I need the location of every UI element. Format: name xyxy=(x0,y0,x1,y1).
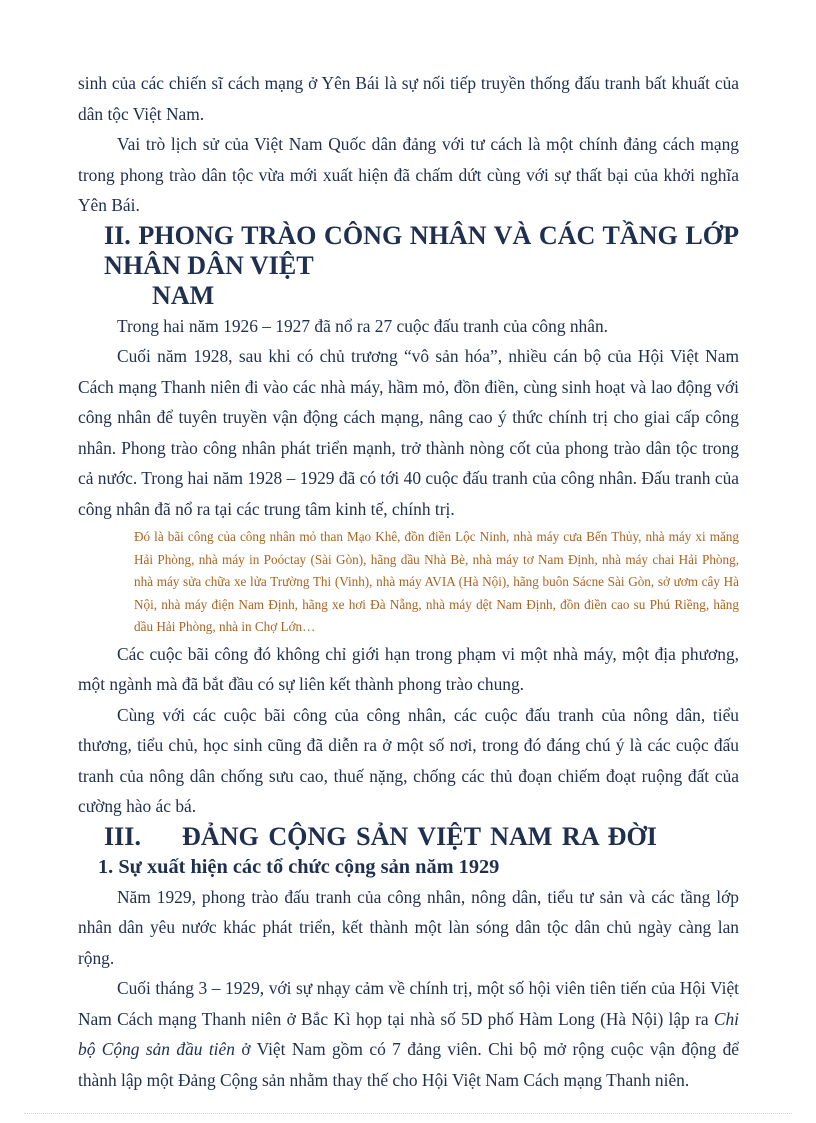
paragraph-5: Các cuộc bãi công đó không chỉ giới hạn trong phạm vi một nhà máy, một địa phương, một ngành mà đã bắt đầu có sự liên kết thành phong trào chung. xyxy=(78,643,739,695)
paragraph-8-text-b: ở Việt Nam gồm có 7 đảng viên. Chi bộ mở rộng cuộc vận động để thành lập một Đảng Cộng sản nhằm thay thế cho Hội Việt Nam Cách mạng Thanh niên. xyxy=(78,1039,739,1090)
section-2-heading-line1: II. PHONG TRÀO CÔNG NHÂN VÀ CÁC TẦNG LỚP NHÂN DÂN VIỆT xyxy=(104,220,739,280)
example-note: Đó là bãi công của công nhân mỏ than Mạo Khê, đồn điền Lộc Ninh, nhà máy cưa Bến Thủy, nhà máy xi măng Hải Phòng, nhà máy in Poóctay (Sài Gòn), hãng dầu Nhà Bè, nhà máy tơ Nam Định, nhà máy chai Hải Phòng, nhà máy sửa chữa xe lửa Trường Thi (Vinh), nhà máy AVIA (Hà Nội), hãng buôn Sácne Sài Gòn, sở ươm cây Hà Nội, nhà máy điện Nam Định, hãng xe hơi Đà Nẵng, nhà máy dệt Nam Định, đồn điền cao su Phú Riềng, hãng dầu Hải Phòng, nhà in Chợ Lớn… xyxy=(134,529,739,635)
section-3-number: III. xyxy=(104,821,141,851)
paragraph-8 xyxy=(78,973,739,1095)
section-3-title: ĐẢNG CỘNG SẢN VIỆT NAM RA ĐỜI xyxy=(182,821,657,851)
paragraph-2: Vai trò lịch sử của Việt Nam Quốc dân đảng với tư cách là một chính đảng cách mạng trong phong trào dân tộc vừa mới xuất hiện đã chấm dứt cùng với sự thất bại của khởi nghĩa Yên Bái. xyxy=(78,134,739,215)
first-communist-cell-term: Chi bộ Cộng sản đầu tiên xyxy=(78,1008,739,1060)
document-page xyxy=(78,68,739,1095)
paragraph-6: Cùng với các cuộc bãi công của công nhân, các cuộc đấu tranh của nông dân, tiểu thương, tiểu chủ, học sinh cũng đã diễn ra ở một số nơi, trong đó đáng chú ý là các cuộc đấu tranh của nông dân chống sưu cao, thuế nặng, chống các thủ đoạn chiếm đoạt ruộng đất của cường hào ác bá. xyxy=(78,704,739,817)
paragraph-3: Trong hai năm 1926 – 1927 đã nổ ra 27 cuộc đấu tranh của công nhân. xyxy=(117,315,609,336)
paragraph-8-text-a: Cuối tháng 3 – 1929, với sự nhạy cảm về chính trị, một số hội viên tiên tiến của Hội Việt Nam Cách mạng Thanh niên ở Bắc Kì họp tại nhà số 5D phố Hàm Long (Hà Nội) lập ra xyxy=(78,978,739,1029)
section-3-heading xyxy=(78,822,739,852)
subsection-1-heading: 1. Sự xuất hiện các tổ chức cộng sản năm 1929 xyxy=(98,855,500,878)
paragraph-4: Cuối năm 1928, sau khi có chủ trương “vô sản hóa”, nhiều cán bộ của Hội Việt Nam Cách mạng Thanh niên đi vào các nhà máy, hầm mỏ, đồn điền, cùng sinh hoạt và lao động với công nhân để tuyên truyền vận động cách mạng, nâng cao ý thức chính trị cho giai cấp công nhân. Phong trào công nhân phát triển mạnh, trở thành nòng cốt của phong trào dân tộc trong cả nước. Trong hai năm 1928 – 1929 đã có tới 40 cuộc đấu tranh của công nhân. Đấu tranh của công nhân đã nổ ra tại các trung tâm kinh tế, chính trị. xyxy=(78,346,739,519)
page-bottom-divider xyxy=(24,1113,792,1114)
paragraph-1: sinh của các chiến sĩ cách mạng ở Yên Bái là sự nối tiếp truyền thống đấu tranh bất khuất của dân tộc Việt Nam. xyxy=(78,73,739,124)
section-2-heading-line2: NAM xyxy=(152,280,215,310)
section-2-heading xyxy=(78,221,739,311)
paragraph-7: Năm 1929, phong trào đấu tranh của công nhân, nông dân, tiểu tư sản và các tầng lớp nhân dân yêu nước khác phát triển, kết thành một làn sóng dân tộc dân chủ ngày càng lan rộng. xyxy=(78,886,739,968)
